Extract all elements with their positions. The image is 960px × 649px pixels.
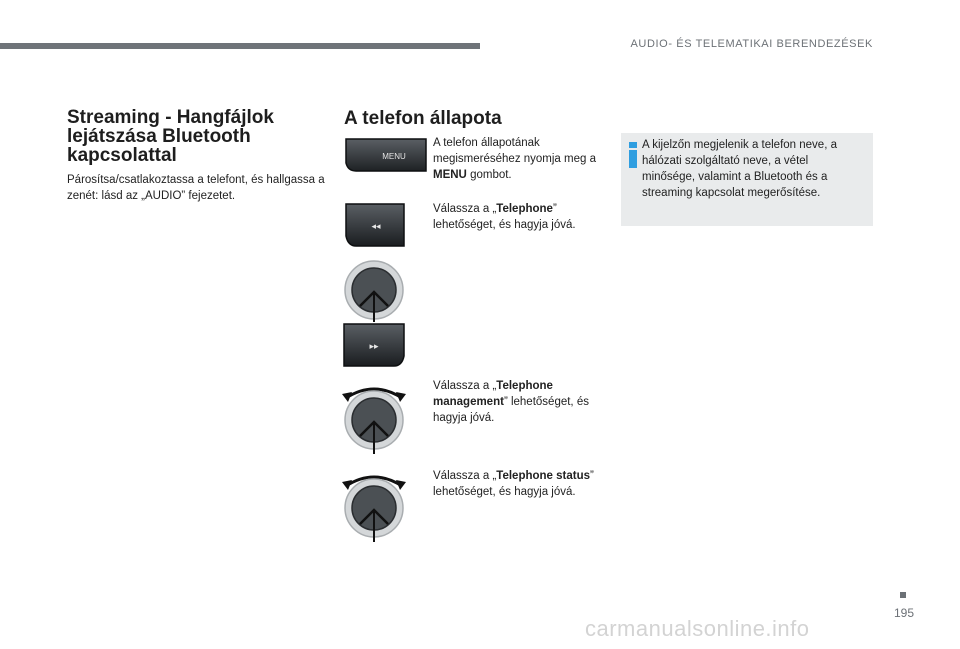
- menu-button-label: MENU: [382, 152, 406, 161]
- section-title-phone-status: A telefon állapota: [344, 108, 502, 129]
- info-icon: [629, 142, 637, 168]
- next-button-image: [342, 322, 406, 368]
- knob-rotate-press-image-1: [340, 380, 408, 456]
- info-text: A kijelzőn megjelenik a telefon neve, a hálózati szolgáltató neve, a vétel minősége, valamint a Bluetooth és a streaming kapcsolat megerősítése.: [642, 139, 837, 199]
- step-select-telephone: Válassza a „Telephone” lehetőséget, és hagyja jóvá.: [433, 203, 576, 231]
- previous-button-image: [342, 202, 406, 248]
- streaming-paragraph: Párosítsa/csatlakoztassa a telefont, és hallgassa a zenét: lásd az „AUDIO” fejezetet.: [67, 174, 325, 202]
- page-marker: [900, 592, 906, 598]
- knob-press-image: [343, 260, 405, 324]
- section-title-streaming: Streaming - Hangfájlok lejátszása Bluetooth kapcsolattal: [67, 107, 274, 166]
- chapter-title: AUDIO- ÉS TELEMATIKAI BERENDEZÉSEK: [630, 38, 873, 50]
- step-press-menu: A telefon állapotának megismeréséhez nyomja meg a MENU gombot.: [433, 137, 596, 181]
- step-select-telephone-status: Válassza a „Telephone status” lehetőséget, és hagyja jóvá.: [433, 470, 594, 498]
- page-number: 195: [894, 606, 915, 620]
- watermark: carmanualsonline.info: [585, 616, 810, 641]
- header-bar: [0, 43, 480, 49]
- rewind-icon: ◂◂: [371, 222, 381, 232]
- info-box: [621, 133, 873, 226]
- step-select-telephone-management: Válassza a „Telephone management” lehetőséget, és hagyja jóvá.: [433, 380, 589, 424]
- knob-rotate-press-image-2: [340, 468, 408, 544]
- fast-forward-icon: ▸▸: [369, 342, 379, 352]
- menu-button-image: [342, 137, 428, 173]
